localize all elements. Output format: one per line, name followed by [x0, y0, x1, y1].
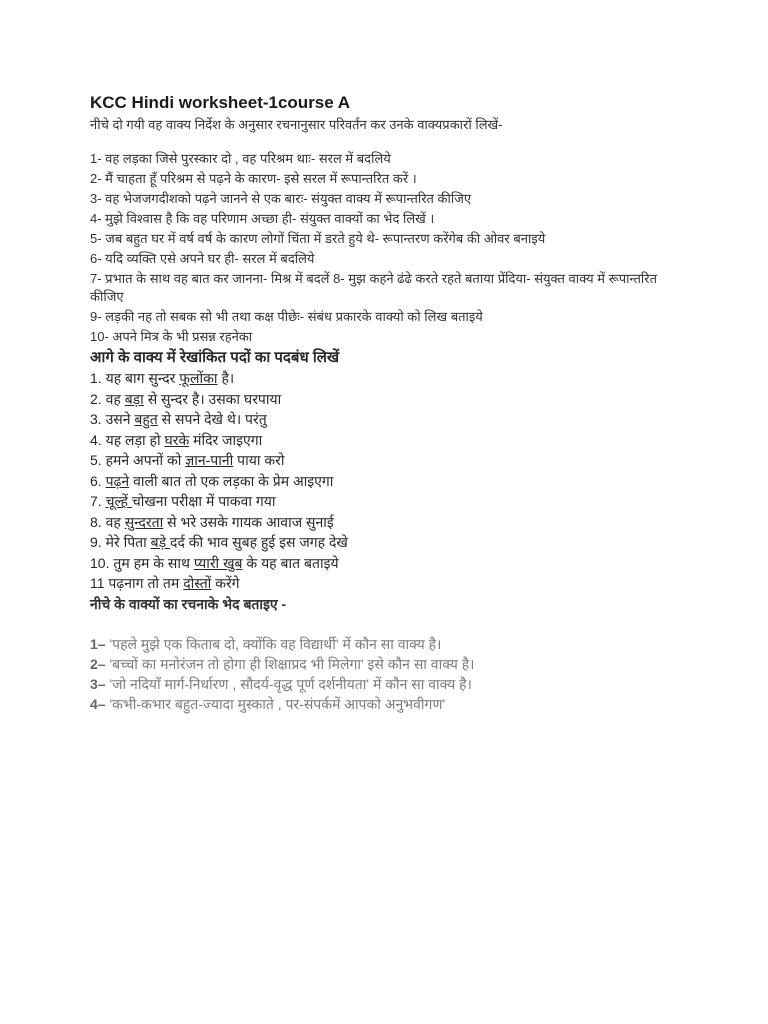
item-number: 4–	[90, 695, 106, 712]
phrase-item	[90, 532, 682, 553]
phrase-item	[90, 573, 682, 594]
underlined-phrase: प्यारी खुब	[193, 554, 243, 571]
item-number: 2–	[90, 655, 106, 672]
item-number: 1.	[90, 370, 102, 386]
grey-question-item	[90, 654, 682, 674]
question-item: 1- वह लड़का जिसे पुरस्कार दो , वह परिश्रम थाः- सरल में बदलिये	[90, 151, 391, 166]
item-text: से भरे उसके गायक आवाज सुनाई	[163, 513, 334, 530]
underlined-phrase: बड़ा	[124, 390, 144, 407]
item-text: तुम हम के साथ	[109, 554, 194, 571]
item-text: दर्द की भाव सुबह हुई इस जगह देखे	[170, 534, 348, 550]
item-text: 'जो नदियाँ मार्ग-निर्धारण , सौदर्य-वृद्ध पूर्ण दर्शनीयता' में कौन सा वाक्य है।	[105, 675, 472, 692]
item-text: के यह बात बताइये	[242, 554, 339, 571]
grey-question-item	[90, 674, 682, 694]
phrase-item	[90, 389, 682, 410]
underlined-phrase: चूल्हें	[105, 493, 132, 509]
item-number: 3–	[90, 675, 106, 692]
document-title: KCC Hindi worksheet-1course A	[90, 93, 351, 112]
item-text: 'बच्चों का मनोरंजन तो होगा ही शिक्षाप्रद भी मिलेगा' इसे कौन सा वाक्य है।	[105, 655, 475, 672]
underlined-phrase: दोस्तों	[183, 575, 212, 591]
phrase-item	[90, 430, 682, 451]
phrase-item	[90, 450, 682, 471]
question-item: 7- प्रभात के साथ वह बात कर जानना- मिश्र में बदलें 8- मुझ कहने ढंढे करते रहते बताया प्रेंदिया- संयुक्त वाक्य में रूपान्तरित कीजिए	[90, 271, 657, 304]
item-text: है।	[217, 370, 235, 386]
phrase-item	[90, 409, 682, 430]
section1-list	[90, 150, 682, 346]
item-text: पाया करो	[233, 452, 285, 468]
item-number: 6.	[90, 472, 102, 489]
item-number: 9.	[90, 534, 102, 550]
underlined-phrase: बहुत	[134, 411, 158, 427]
item-text: 'कभी-कभार बहुत-ज्यादा मुस्काते , पर-संपर्कमें आपको अनुभवीगण'	[105, 695, 446, 712]
item-number: 3.	[90, 411, 102, 427]
item-number: 1–	[90, 635, 106, 652]
section2-heading: आगे के वाक्य में रेखांकित पदों का पदबंध लिखें	[90, 349, 340, 366]
phrase-item	[90, 471, 682, 492]
item-number: 8.	[90, 513, 102, 530]
section3-list	[90, 634, 682, 714]
item-text: से सुन्दर है। उसका घरपाया	[143, 390, 282, 407]
item-text: वाली बात तो एक लड़का के प्रेम आइएगा	[129, 472, 334, 489]
item-text: मेरे पिता	[101, 534, 151, 550]
item-text: करेंगे	[211, 575, 240, 591]
item-text: यह लड़ा हो	[101, 431, 165, 448]
underlined-phrase: ज्ञान-पानी	[185, 452, 234, 468]
phrase-item	[90, 368, 682, 389]
underlined-phrase: फूलोंका	[179, 370, 218, 386]
item-text: पढ़नाग तो तम	[104, 575, 184, 591]
question-item: 6- यदि व्यक्ति एसे अपने घर ही- सरल में बदलिये	[90, 251, 315, 266]
item-text: 'पहले मुझे एक किताब दो, क्योंकि वह विद्यार्थी' में कौन सा वाक्य है।	[105, 635, 442, 652]
underlined-phrase: पढ़ने	[105, 472, 130, 489]
intro-instruction: नीचे दो गयी वह वाक्य निर्देश के अनुसार रचनानुसार परिवर्तन कर उनके वाक्यप्रकारों लिखें-	[90, 117, 503, 132]
underlined-phrase: घरके	[164, 431, 190, 448]
item-number: 4.	[90, 431, 102, 448]
item-number: 10.	[90, 554, 110, 571]
question-item: 3- वह भेजजगदीशको पढ़ने जानने से एक बारः- संयुक्त वाक्य में रूपान्तरित कीजिए	[90, 191, 472, 206]
item-text: उसने	[101, 411, 135, 427]
item-text: वह	[101, 513, 125, 530]
item-text: मंदिर जाइएगा	[189, 431, 263, 448]
item-number: 2.	[90, 390, 102, 407]
phrase-item	[90, 553, 682, 574]
question-item: 10- अपने मित्र के भी प्रसन्न रहनेका	[90, 329, 253, 344]
grey-question-item	[90, 634, 682, 654]
question-item: 9- लड़की नह तो सबक सो भी तथा कक्ष पीछेः- संबंध प्रकारके वाक्यो को लिख बताइये	[90, 309, 483, 324]
item-number: 11	[90, 575, 105, 591]
underlined-phrase: बड़े	[150, 534, 171, 550]
item-text: वह	[101, 390, 125, 407]
question-item: 5- जब बहुत घर में वर्ष वर्ष के कारण लोगों चिंता में डरते हुये थे- रूपान्तरण करेंगेब की ओवर बनाइये	[90, 231, 546, 246]
item-text: हमने अपनों को	[101, 452, 186, 468]
document-body	[90, 92, 682, 714]
phrase-item	[90, 491, 682, 512]
item-text: से सपने देखे थे। परंतु	[157, 411, 267, 427]
item-number: 7.	[90, 493, 102, 509]
phrase-item	[90, 512, 682, 533]
section2-list	[90, 368, 682, 594]
item-text: चोखना परीक्षा में पाकवा गया	[131, 493, 276, 509]
section3-heading: नीचे के वाक्यों का रचनाके भेद बताइए -	[90, 595, 287, 612]
item-text: यह बाग सुन्दर	[101, 370, 180, 386]
item-number: 5.	[90, 452, 102, 468]
question-item: 4- मुझे विश्वास है कि वह परिणाम अच्छा ही- संयुक्त वाक्यों का भेद लिखें ।	[90, 211, 435, 226]
grey-question-item	[90, 694, 682, 714]
underlined-phrase: सुन्दरता	[124, 513, 164, 530]
question-item: 2- मैं चाहता हूँ परिश्रम से पढ़ने के कारण- इसे सरल में रूपान्तरित करें ।	[90, 171, 417, 186]
